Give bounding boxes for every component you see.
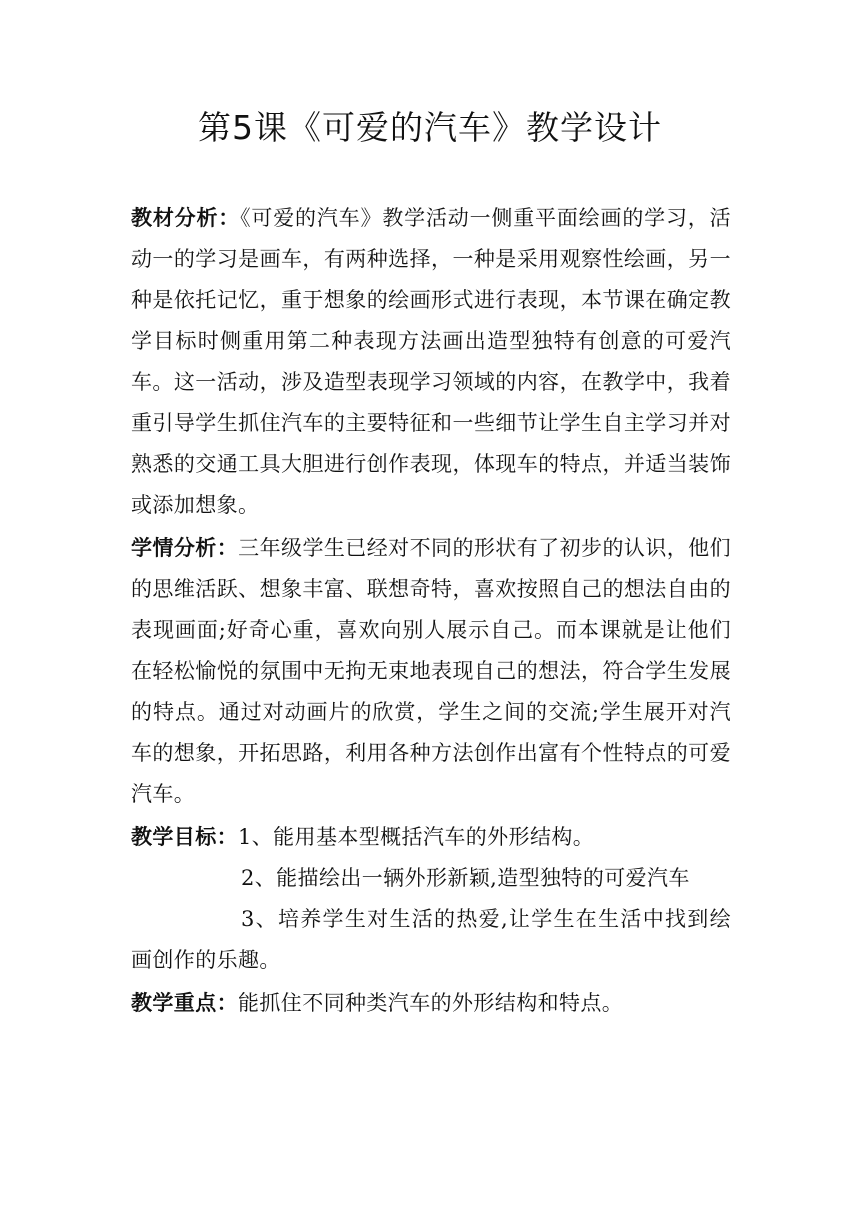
textbook-analysis-text: 《可爱的汽车》教学活动一侧重平面绘画的学习，活动一的学习是画车，有两种选择，一种是采用观察性绘画，另一种是依托记忆，重于想象的绘画形式进行表现，本节课在确定教学目标时侧重用第二种表现方法画出造型独特有创意的可爱汽车。这一活动，涉及造型表现学习领域的内容，在教学中，我着重引导学生抓住汽车的主要特征和一些细节让学生自主学习并对熟悉的交通工具大胆进行创作表现，体现车的特点，并适当装饰或添加想象。 — [131, 206, 731, 517]
teaching-goals-paragraph — [131, 817, 731, 981]
teaching-goal-item: 3、培养学生对生活的热爱,让学生在生活中找到绘画创作的乐趣。 — [131, 907, 731, 972]
student-analysis-label: 学情分析： — [131, 536, 239, 560]
textbook-analysis-paragraph — [131, 198, 731, 526]
document-title: 第5课《可爱的汽车》教学设计 — [198, 108, 662, 147]
teaching-goal-item: 1、能用基本型概括汽车的外形结构。 — [238, 825, 595, 849]
textbook-analysis-label: 教材分析： — [131, 206, 241, 230]
teaching-goals-label: 教学目标： — [131, 825, 238, 849]
teaching-goal-item: 2、能描绘出一辆外形新颖,造型独特的可爱汽车 — [241, 866, 690, 890]
student-analysis-paragraph — [131, 528, 731, 815]
document-body — [131, 198, 731, 1024]
key-point-paragraph — [131, 983, 731, 1024]
key-point-text: 能抓住不同种类汽车的外形结构和特点。 — [238, 991, 624, 1015]
student-analysis-text: 三年级学生已经对不同的形状有了初步的认识，他们的思维活跃、想象丰富、联想奇特，喜欢按照自己的想法自由的表现画面;好奇心重，喜欢向别人展示自己。而本课就是让他们在轻松愉悦的氛围中无拘无束地表现自己的想法，符合学生发展的特点。通过对动画片的欣赏，学生之间的交流;学生展开对汽车的想象，开拓思路，利用各种方法创作出富有个性特点的可爱汽车。 — [131, 536, 732, 806]
key-point-label: 教学重点： — [131, 991, 238, 1015]
